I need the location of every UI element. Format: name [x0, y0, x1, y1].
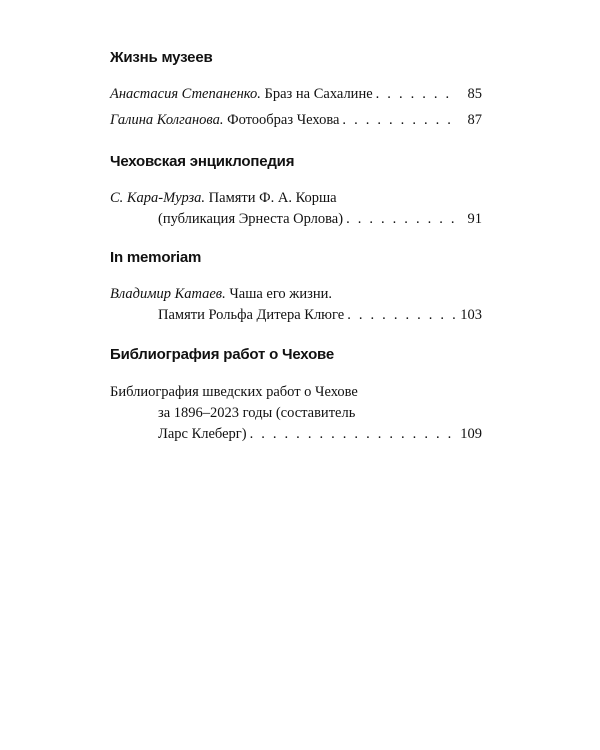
toc-entry[interactable] [110, 382, 482, 445]
toc-section-museum-life [110, 48, 482, 131]
entry-title-continued: за 1896–2023 годы (составитель [158, 405, 356, 421]
toc-section-chekhov-encyclopedia [110, 152, 482, 230]
section-heading: In memoriam [110, 249, 202, 266]
page-number: 109 [460, 426, 482, 442]
entry-title-continued: (публикация Эрнеста Орлова) [158, 211, 344, 227]
section-heading: Библиография работ о Чехове [110, 346, 335, 363]
leader-dots [376, 84, 456, 105]
toc-section-bibliography [110, 345, 482, 445]
entry-title: Библиография шведских работ о Чехове [110, 384, 358, 400]
page-number: 85 [467, 86, 482, 102]
entry-author: С. Кара-Мурза. [110, 190, 206, 206]
leader-dots [347, 305, 456, 326]
toc-entry[interactable] [110, 84, 482, 105]
entry-title: Фотообраз Чехова [227, 112, 340, 128]
page-number: 103 [460, 307, 482, 323]
entry-author: Галина Колганова. [110, 112, 224, 128]
toc-section-in-memoriam [110, 248, 482, 326]
leader-dots [346, 209, 456, 230]
entry-author: Владимир Катаев. [110, 286, 226, 302]
entry-title-continued: Ларс Клеберг) [158, 426, 247, 442]
leader-dots [342, 110, 456, 131]
entry-author: Анастасия Степаненко. [110, 86, 261, 102]
page-number: 87 [467, 112, 482, 128]
entry-title-continued: Памяти Рольфа Дитера Клюге [158, 307, 345, 323]
leader-dots [250, 424, 456, 445]
page-number: 91 [467, 211, 482, 227]
toc-entry[interactable] [110, 188, 482, 230]
toc-entry[interactable] [110, 110, 482, 131]
section-heading: Жизнь музеев [110, 49, 213, 66]
section-heading: Чеховская энциклопедия [110, 153, 295, 170]
entry-title: Чаша его жизни. [229, 286, 332, 302]
entry-title: Браз на Сахалине [264, 86, 373, 102]
toc-entry[interactable] [110, 284, 482, 326]
entry-title: Памяти Ф. А. Корша [208, 190, 337, 206]
